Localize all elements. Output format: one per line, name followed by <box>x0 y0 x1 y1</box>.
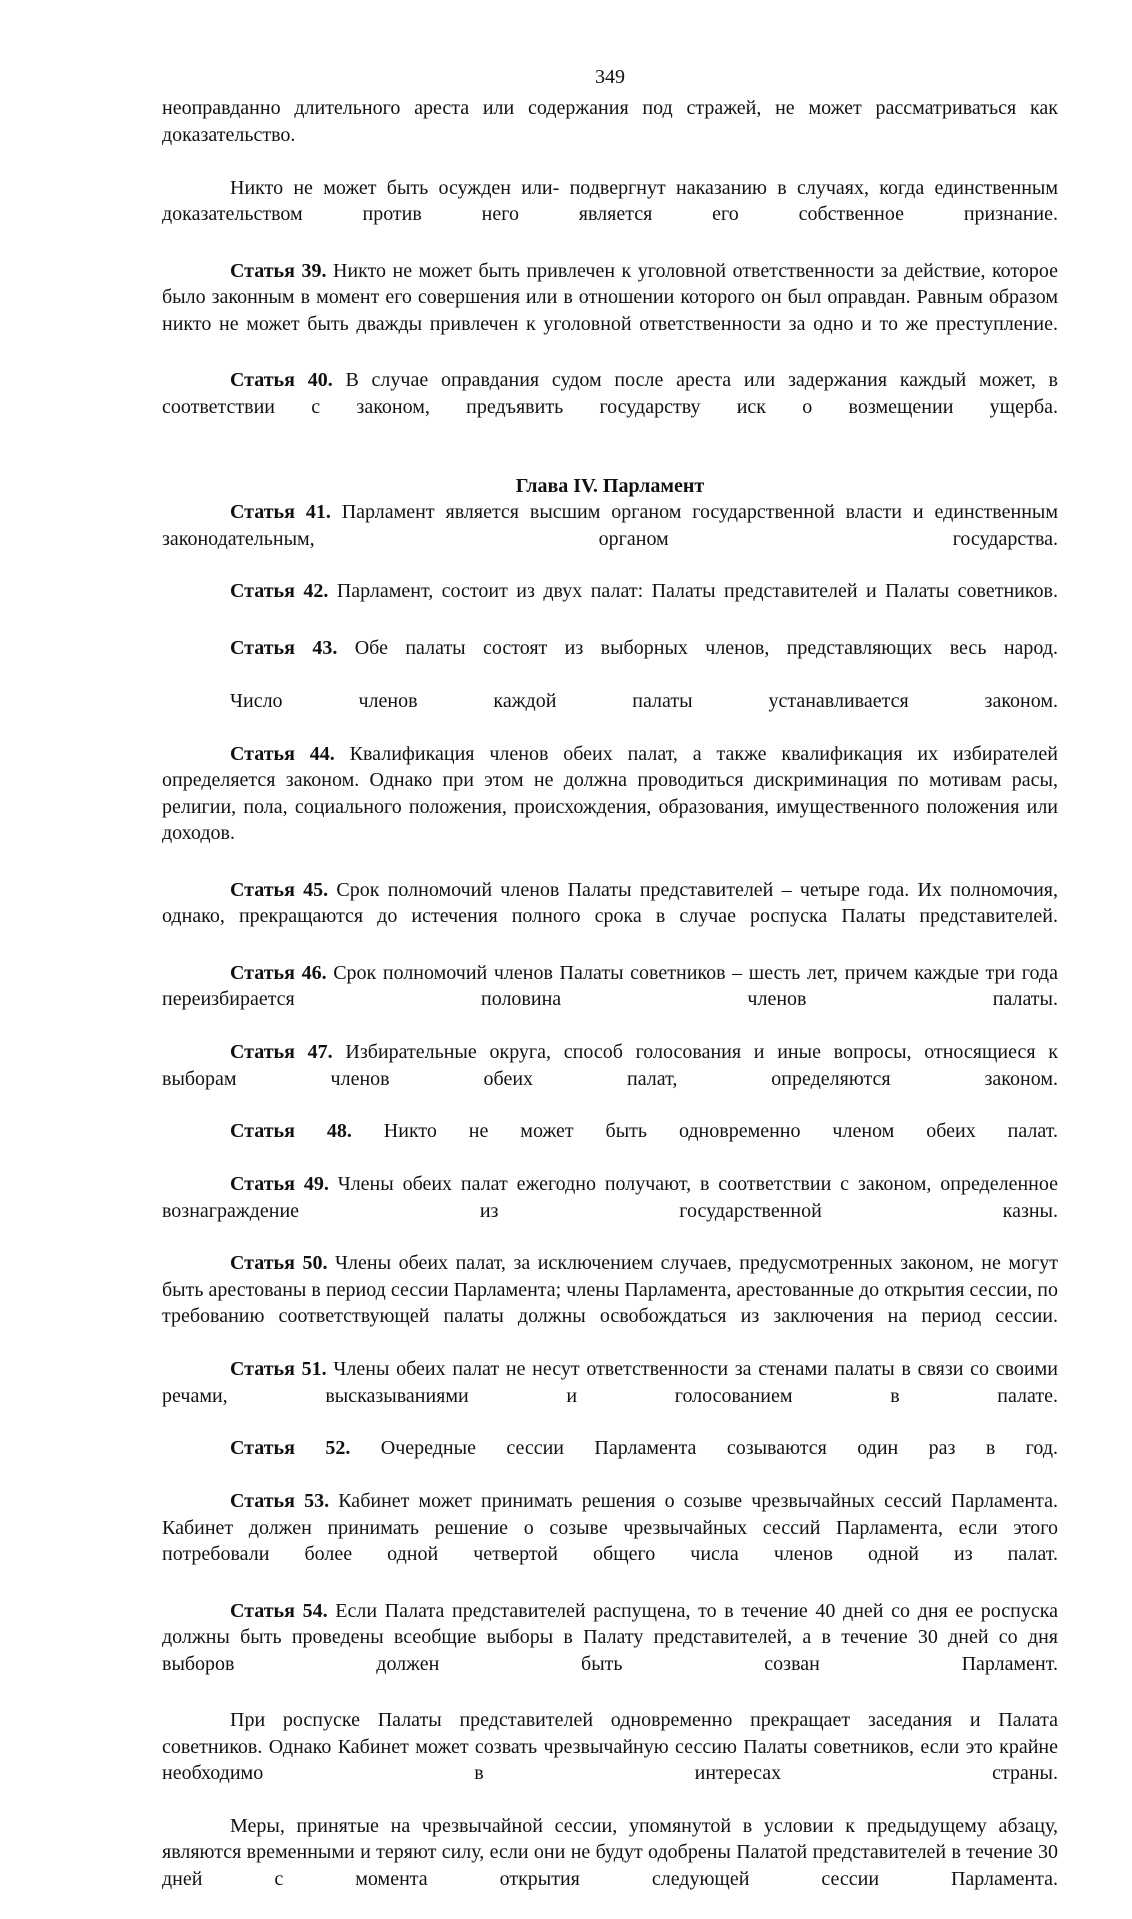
paragraph-continuation: неоправданно длительного ареста или содержания под стражей, не может рассматриваться как доказательство. <box>162 97 1058 146</box>
paragraph-confession: Никто не может быть осужден или- подвергнут наказанию в случаях, когда единственным доказательством против него является его собственное признание. <box>162 176 1058 226</box>
article-41: Статья 41. Парламент является высшим органом государственной власти и единственным законодательным, органом государства. <box>162 501 1059 550</box>
article-label: Статья 41. <box>230 501 331 524</box>
article-42: Статья 42. Парламент, состоит из двух палат: Палаты представителей и Палаты советников. <box>230 580 1058 603</box>
article-53: Статья 53. Кабинет может принимать решения о созыве чрезвычайных сессий Парламента. Кабинет должен принимать решение о созыве чрезвычайных сессий Парламента, если этого потребовали более одной четвертой общего числа членов одной из палат. <box>162 1490 1058 1565</box>
chapter-heading: Глава IV. Парламент <box>515 474 705 497</box>
article-43-members: Число членов каждой палаты устанавливается законом. <box>230 689 1058 712</box>
document-page <box>162 64 1058 1919</box>
article-54-dissolution: При роспуске Палаты представителей одновременно прекращает заседания и Палата советников. Однако Кабинет может созвать чрезвычайную сессию Палаты советников, если это крайне необходимо в интересах страны. <box>162 1709 1058 1785</box>
article-54-measures: Меры, принятые на чрезвычайной сессии, упомянутой в условии к предыдущему абзацу, являются временными и теряют силу, если они не будут одобрены Палатой представителей в течение 30 дней с момента открытия следующей сессии Парламента. <box>162 1815 1058 1890</box>
article-43: Статья 43. Обе палаты состоят из выборных членов, представляющих весь народ. <box>230 637 1059 660</box>
article-46: Статья 46. Срок полномочий членов Палаты советников – шесть лет, причем каждые три года переизбирается половина членов палаты. <box>162 962 1058 1011</box>
article-52: Статья 52. Очередные сессии Парламента созываются один раз в год. <box>230 1437 1058 1460</box>
article-label: Статья 52. <box>230 1437 351 1460</box>
article-54: Статья 54. Если Палата представителей распущена, то в течение 40 дней со дня ее роспуска должны быть проведены всеобщие выборы в Палату представителей, а в течение 30 дней со дня выборов должен быть созван Парламент. <box>162 1599 1059 1675</box>
article-48: Статья 48. Никто не может быть одновременно членом обеих палат. <box>230 1120 1058 1143</box>
article-label: Статья 45. <box>230 878 329 901</box>
page-number: 349 <box>595 66 625 88</box>
article-label: Статья 46. <box>230 962 327 984</box>
article-label: Статья 53. <box>230 1490 330 1513</box>
article-39: Статья 39. Никто не может быть привлечен к уголовной ответственности за действие, которое было законным в момент его совершения или в отношении которого он был оправдан. Равным образом никто не может быть дважды привлечен к уголовной ответственности за одно и то же преступление. <box>162 259 1059 335</box>
article-51: Статья 51. Члены обеих палат не несут ответственности за стенами палаты в связи со своими речами, высказываниями и голосованием в палате. <box>162 1358 1058 1407</box>
article-40: Статья 40. В случае оправдания судом после ареста или задержания каждый может, в соответствии с законом, предъявить государству иск о возмещении ущерба. <box>162 369 1059 418</box>
article-label: Статья 40. <box>230 369 333 392</box>
article-50: Статья 50. Члены обеих палат, за исключением случаев, предусмотренных законом, не могут быть арестованы в период сессии Парламента; члены Парламента, арестованные до открытия сессии, по требованию соответствующей палаты должны освобождаться из заключения на период сессии. <box>162 1252 1059 1328</box>
article-label: Статья 51. <box>230 1358 327 1381</box>
article-47: Статья 47. Избирательные округа, способ голосования и иные вопросы, относящиеся к выборам членов обеих палат, определяются законом. <box>162 1041 1058 1090</box>
article-45: Статья 45. Срок полномочий членов Палаты представителей – четыре года. Их полномочия, однако, прекращаются до истечения полного срока в случае роспуска Палаты представителей. <box>162 878 1058 928</box>
article-label: Статья 54. <box>230 1599 328 1622</box>
article-49: Статья 49. Члены обеих палат ежегодно получают, в соответствии с законом, определенное вознаграждение из государственной казны. <box>162 1173 1058 1222</box>
article-label: Статья 39. <box>230 259 327 282</box>
article-label: Статья 49. <box>230 1173 329 1196</box>
article-label: Статья 50. <box>230 1252 328 1275</box>
article-label: Статья 44. <box>230 742 335 765</box>
article-label: Статья 47. <box>230 1041 333 1064</box>
article-label: Статья 48. <box>230 1120 352 1143</box>
article-label: Статья 43. <box>230 637 338 660</box>
article-44: Статья 44. Квалификация членов обеих палат, а также квалификация их избирателей определяется законом. Однако при этом не должна проводиться дискриминация по мотивам расы, религии, пола, социального положения, происхождения, образования, имущественного положения или доходов. <box>162 742 1058 844</box>
article-label: Статья 42. <box>230 580 329 603</box>
